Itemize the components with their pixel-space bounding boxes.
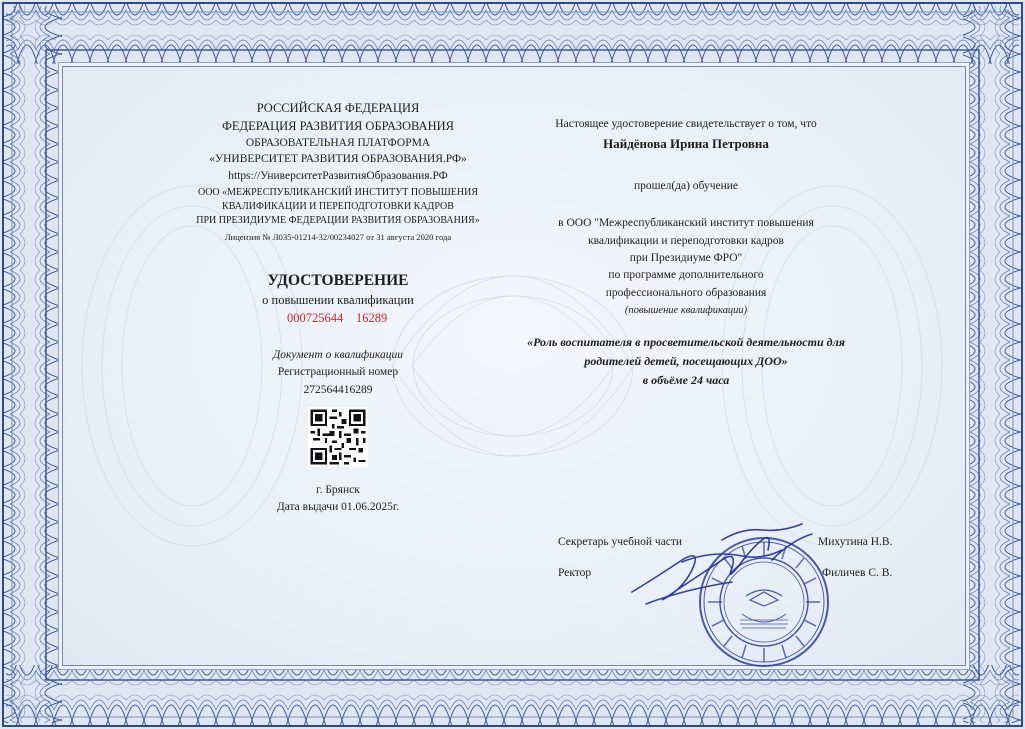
document-type: Документ о квалификации xyxy=(272,349,404,361)
document-series: 000725644 xyxy=(287,311,344,325)
rector-role: Ректор xyxy=(558,567,592,579)
organization-line-1: в ООО "Межреспубликанский институт повышения xyxy=(558,217,814,229)
document-subtitle: о повышении квалификации xyxy=(262,293,414,307)
rector-name: Филичев С. В. xyxy=(822,567,893,579)
platform-heading: ОБРАЗОВАТЕЛЬНАЯ ПЛАТФОРМА xyxy=(245,137,431,149)
institute-line-2: КВАЛИФИКАЦИИ И ПЕРЕПОДГОТОВКИ КАДРОВ xyxy=(222,201,454,212)
program-line-2: профессионального образования xyxy=(605,287,767,299)
secretary-role: Секретарь учебной части xyxy=(558,536,683,548)
organization-line-3: при Президиуме ФРО" xyxy=(629,252,743,264)
course-title-line-1: «Роль воспитателя в просветительской деятельности для xyxy=(527,335,845,349)
secretary-name: Михутина Н.В. xyxy=(818,536,893,548)
course-hours: в объёме 24 часа xyxy=(642,373,730,387)
recipient-name: Найдёнова Ирина Петровна xyxy=(603,136,769,151)
institute-line-1: ООО «МЕЖРЕСПУБЛИКАНСКИЙ ИНСТИТУТ ПОВЫШЕНИЯ xyxy=(197,187,479,198)
platform-name: «УНИВЕРСИТЕТ РАЗВИТИЯ ОБРАЗОВАНИЯ.РФ» xyxy=(209,153,467,165)
platform-url: https://УниверситетРазвитияОбразования.РФ xyxy=(228,170,448,182)
signature-icon xyxy=(622,520,822,620)
federation-heading: ФЕДЕРАЦИЯ РАЗВИТИЯ ОБРАЗОВАНИЯ xyxy=(222,119,454,133)
issue-date: Дата выдачи 01.06.2025г. xyxy=(276,501,400,513)
training-status: прошел(да) обучение xyxy=(633,180,739,192)
program-line-1: по программе дополнительного xyxy=(608,269,764,281)
intro-text: Настоящее удостоверение свидетельствует о том, что xyxy=(555,118,817,130)
qr-code-icon xyxy=(308,407,368,467)
document-number: 16289 xyxy=(356,311,388,325)
registration-label: Регистрационный номер xyxy=(277,366,399,378)
country-heading: РОССИЙСКАЯ ФЕДЕРАЦИЯ xyxy=(256,101,420,115)
license-line: Лицензия № Л035-01214-32/00234027 от 31 августа 2020 года xyxy=(224,232,452,242)
institute-line-3: ПРИ ПРЕЗИДИУМЕ ФЕДЕРАЦИИ РАЗВИТИЯ ОБРАЗОВАНИЯ» xyxy=(196,215,480,226)
document-title: УДОСТОВЕРЕНИЕ xyxy=(267,272,409,289)
organization-line-2: квалификации и переподготовки кадров xyxy=(588,235,784,247)
program-type: (повышение квалификации) xyxy=(624,305,748,316)
registration-number: 272564416289 xyxy=(303,384,373,396)
course-title-line-2: родителей детей, посещающих ДОО» xyxy=(584,354,788,368)
city: г. Брянск xyxy=(316,484,360,496)
